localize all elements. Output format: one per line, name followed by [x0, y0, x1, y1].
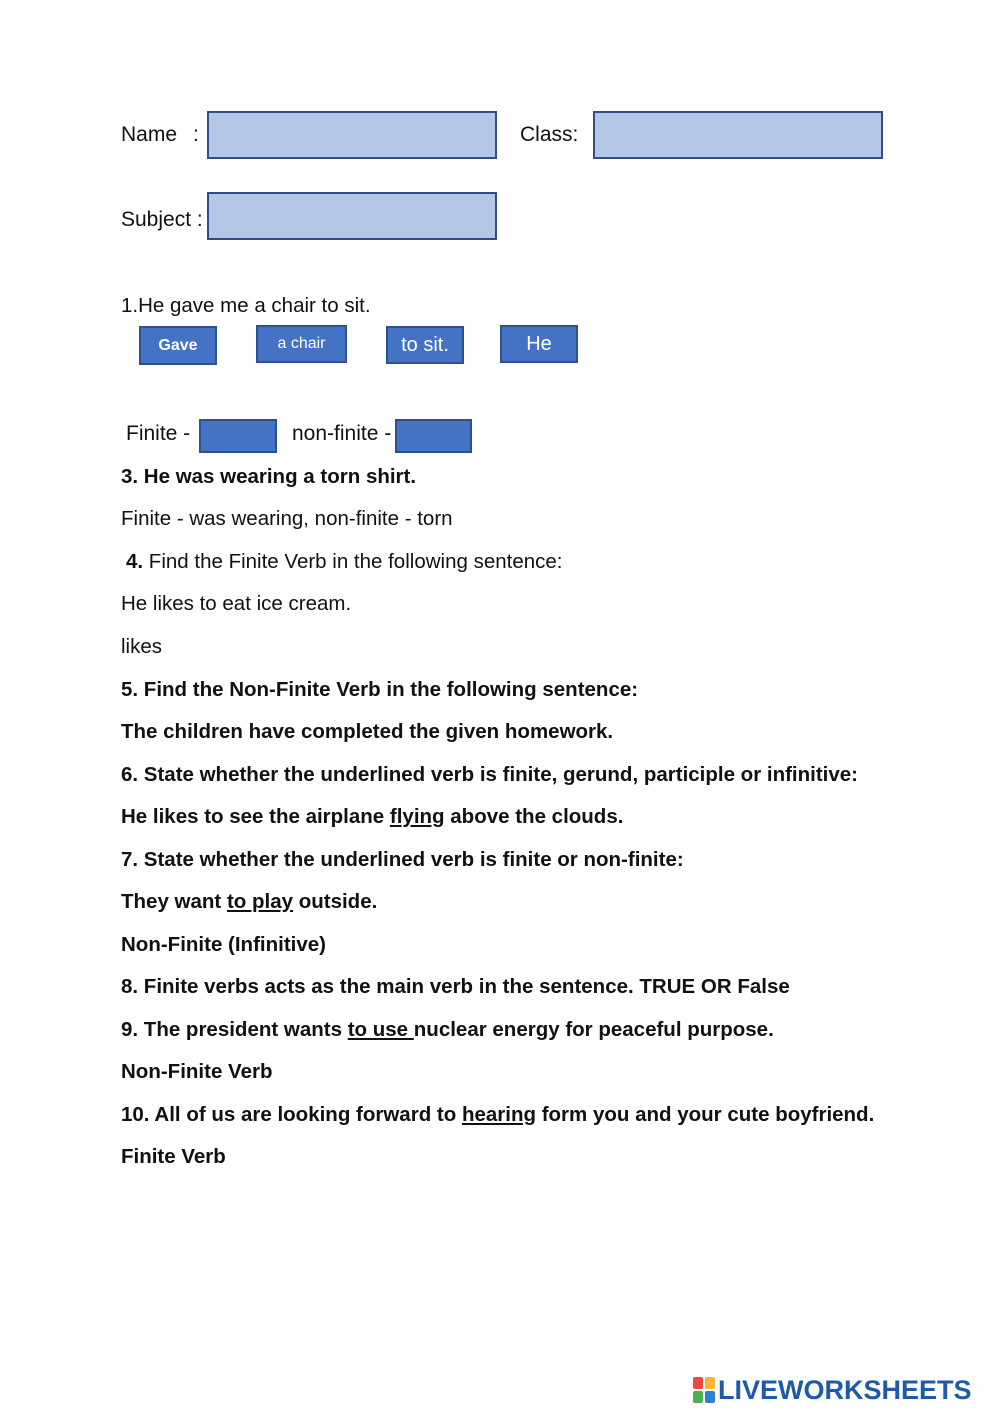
q5-question: 5. Find the Non-Finite Verb in the following sentence:: [121, 678, 639, 701]
q4-answer: likes: [121, 635, 163, 658]
non-finite-drop-zone[interactable]: [395, 419, 472, 453]
q6-underlined-verb: flying: [389, 805, 445, 828]
logo-square-1: [693, 1377, 703, 1389]
q7-sentence-after: outside.: [293, 890, 378, 913]
subject-input[interactable]: [207, 192, 497, 240]
name-label: Name: [121, 123, 178, 146]
q6-question: 6. State whether the underlined verb is finite, gerund, participle or infinitive:: [121, 763, 858, 786]
q10-sentence-after: form you and your cute boyfriend.: [536, 1103, 875, 1126]
drag-tile-a-chair-label: a chair: [277, 335, 326, 352]
q7-sentence: [121, 890, 377, 914]
liveworksheets-logo-text: LIVEWORKSHEETS: [718, 1374, 972, 1405]
q5-sentence: The children have completed the given homework.: [121, 720, 614, 743]
q9-underlined-verb: to use: [347, 1018, 414, 1041]
finite-drop-zone[interactable]: [199, 419, 277, 453]
q9-sentence: [121, 1018, 774, 1042]
name-colon: :: [193, 123, 199, 146]
q3-question: 3. He was wearing a torn shirt.: [121, 465, 417, 488]
q10-sentence: [121, 1103, 874, 1127]
q9-sentence-after: nuclear energy for peaceful purpose.: [413, 1018, 774, 1041]
class-label: Class:: [520, 123, 579, 146]
finite-label: Finite -: [126, 422, 191, 445]
class-input[interactable]: [593, 111, 883, 159]
drag-tile-gave[interactable]: [139, 326, 217, 365]
subject-label: Subject :: [121, 208, 203, 231]
drag-tile-he-label: He: [526, 332, 552, 355]
drag-tile-to-sit-label: to sit.: [401, 333, 449, 356]
q6-sentence-before: He likes to see the airplane: [121, 805, 390, 828]
non-finite-label: non-finite -: [292, 422, 392, 445]
q7-answer: Non-Finite (Infinitive): [121, 933, 326, 956]
q9-answer: Non-Finite Verb: [121, 1060, 273, 1083]
liveworksheets-logo-icon: [693, 1377, 715, 1403]
q3-answer: Finite - was wearing, non-finite - torn: [121, 507, 453, 530]
logo-square-4: [705, 1391, 715, 1403]
q10-underlined-verb: hearing: [461, 1103, 536, 1126]
liveworksheets-logo: [693, 1375, 972, 1405]
q4-number: 4.: [126, 550, 144, 573]
drag-tile-to-sit[interactable]: [386, 326, 464, 364]
q10-sentence-before: 10. All of us are looking forward to: [121, 1103, 462, 1126]
q1-sentence: 1.He gave me a chair to sit.: [121, 294, 371, 317]
logo-square-3: [693, 1391, 703, 1403]
q9-sentence-before: 9. The president wants: [121, 1018, 348, 1041]
drag-tile-gave-label: Gave: [158, 336, 198, 354]
drag-tile-a-chair[interactable]: [256, 325, 347, 363]
q4-sentence: He likes to eat ice cream.: [121, 592, 352, 615]
q4-question: [126, 550, 562, 574]
q7-question: 7. State whether the underlined verb is finite or non-finite:: [121, 848, 684, 871]
q10-answer: Finite Verb: [121, 1145, 226, 1168]
q7-sentence-before: They want: [121, 890, 227, 913]
name-input[interactable]: [207, 111, 497, 159]
q8-question: 8. Finite verbs acts as the main verb in the sentence. TRUE OR False: [121, 975, 790, 998]
q4-question-text: Find the Finite Verb in the following sentence:: [143, 550, 563, 573]
q6-sentence: [121, 805, 623, 829]
logo-square-2: [705, 1377, 715, 1389]
drag-tile-he[interactable]: [500, 325, 578, 363]
q7-underlined-verb: to play: [226, 890, 294, 913]
q6-sentence-after: above the clouds.: [444, 805, 624, 828]
